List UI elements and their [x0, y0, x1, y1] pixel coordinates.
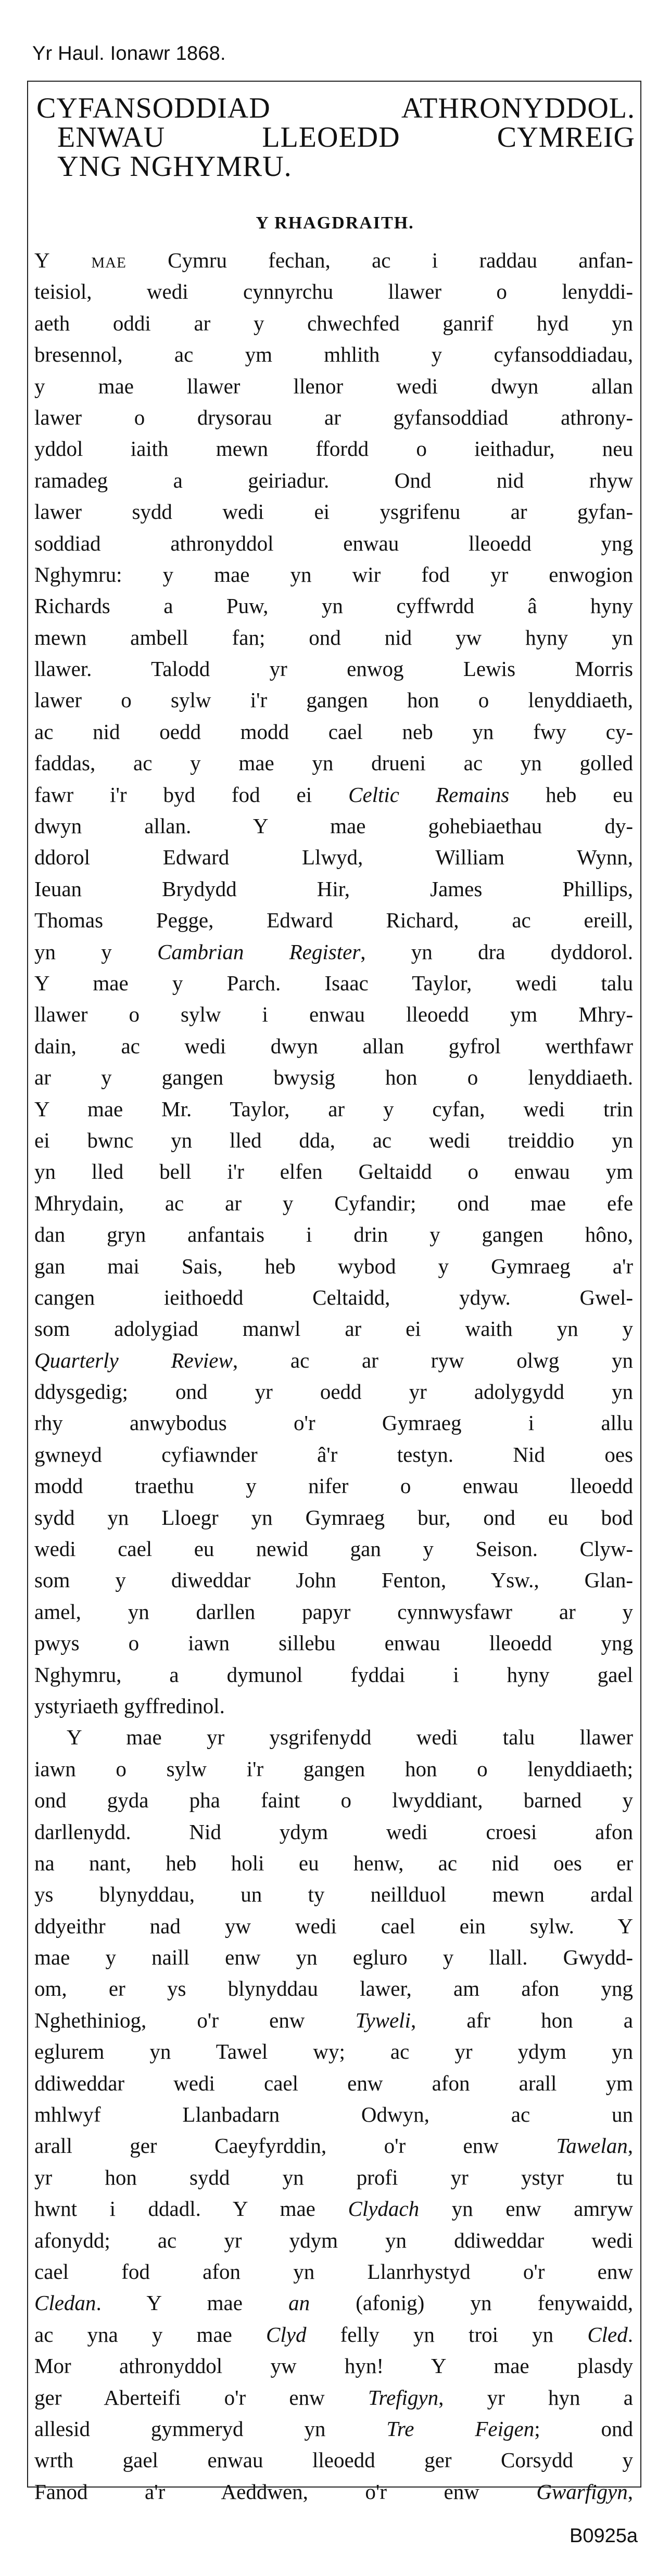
text-line: Mhrydain, ac ar y Cyfandir; ond mae efe [34, 1191, 633, 1215]
text-line: ger Aberteifi o'r enw Trefigyn, yr hyn a [34, 2385, 634, 2409]
text-line: lawer o sylw i'r gangen hon o lenyddiaeth, [34, 688, 633, 712]
text-line: ac nid oedd modd cael neb yn fwy cy- [34, 719, 633, 744]
text-line: bresennol, ac ym mhlith y cyfansoddiadau, [34, 342, 633, 367]
text-line: allesid gymmeryd yn Tre Feigen; ond [34, 2416, 633, 2441]
text-line: sydd yn Lloegr yn Gymraeg bur, ond eu bod [34, 1505, 633, 1529]
text-line: llawer. Talodd yr enwog Lewis Morris [34, 657, 633, 681]
opening-word: Y mae [34, 248, 127, 272]
text-line: ond gyda pha faint o lwyddiant, barned y [34, 1788, 633, 1813]
text-line: ystyriaeth gyffredinol. [34, 1693, 225, 1718]
text-line: Quarterly Review, ac ar ryw olwg yn [34, 1348, 633, 1372]
text-line: lawer o drysorau ar gyfansoddiad athrony- [34, 405, 633, 429]
text-line: ddysgedig; ond yr oedd yr adolygydd yn [34, 1380, 633, 1404]
text-line: yn y Cambrian Register, yn dra dyddorol. [34, 939, 634, 964]
text-line: Y mae yr ysgrifenydd wedi talu llawer [67, 1725, 633, 1750]
text-line: ramadeg a geiriadur. Ond nid rhyw [34, 468, 633, 492]
text-line: dan gryn anfantais i drin y gangen hôno, [34, 1222, 633, 1247]
text-line: arall ger Caeyfyrddin, o'r enw Tawelan, [34, 2134, 633, 2158]
text-line: Nghethiniog, o'r enw Tyweli, afr hon a [34, 2008, 634, 2032]
text-line: afonydd; ac yr ydym yn ddiweddar wedi [34, 2228, 633, 2252]
text-line: Thomas Pegge, Edward Richard, ac ereill, [34, 908, 633, 933]
text-line: soddiad athronyddol enwau lleoedd yng [34, 531, 633, 555]
text-line: pwys o iawn sillebu enwau lleoedd yng [34, 1631, 633, 1655]
archive-code: B0925a [569, 2525, 638, 2547]
text-line: wedi cael eu newid gan y Seison. Clyw- [34, 1537, 633, 1561]
text-line: Fanod a'r Aeddwen, o'r enw Gwarfigyn, [34, 2479, 633, 2504]
text-line: ac yna y mae Clyd felly yn troi yn Cled. [34, 2322, 633, 2347]
text-line: cangen ieithoedd Celtaidd, ydyw. Gwel- [34, 1285, 633, 1309]
text-line: rhy anwybodus o'r Gymraeg i allu [34, 1411, 633, 1435]
text-line: om, er ys blynyddau lawer, am afon yng [34, 1976, 633, 2001]
section-heading: Y RHAGDRAITH. [256, 213, 414, 233]
text-line: som adolygiad manwl ar ei waith yn y [34, 1317, 633, 1341]
text-line: teisiol, wedi cynnyrchu llawer o lenyddi- [34, 279, 633, 304]
text-line: Nghymru: y mae yn wir fod yr enwogion [34, 562, 633, 586]
text-line: yn lled bell i'r elfen Geltaidd o enwau ym [34, 1159, 633, 1184]
text-line: y mae llawer llenor wedi dwyn allan [34, 374, 633, 398]
text-line: som y diweddar John Fenton, Ysw., Glan- [34, 1568, 633, 1592]
text-line: wrth gael enwau lleoedd ger Corsydd y [34, 2448, 633, 2472]
text-line: faddas, ac y mae yn drueni ac yn golled [34, 751, 633, 775]
text-line: aeth oddi ar y chwechfed ganrif hyd yn [34, 311, 633, 335]
text-line: Richards a Puw, yn cyffwrdd â hyny [34, 594, 633, 618]
text-line: fawr i'r byd fod ei Celtic Remains heb eu [34, 782, 633, 807]
text-line: na nant, heb holi eu henw, ac nid oes er [34, 1851, 633, 1875]
text-line: gwneyd cyfiawnder â'r testyn. Nid oes [34, 1442, 633, 1466]
article-body [34, 245, 633, 2507]
article-headline [36, 94, 635, 181]
text-line: darllenydd. Nid ydym wedi croesi afon [34, 1819, 633, 1844]
text-line: ys blynyddau, un ty neillduol mewn ardal [34, 1882, 633, 1907]
text-line: eglurem yn Tawel wy; ac yr ydym yn [34, 2039, 633, 2064]
text-line: ar y gangen bwysig hon o lenyddiaeth. [34, 1065, 633, 1090]
text-line: Cledan. Y mae an (afonig) yn fenywaidd, [34, 2291, 633, 2315]
text-line: dwyn allan. Y mae gohebiaethau dy- [34, 814, 633, 838]
text-line: ddyeithr nad yw wedi cael ein sylw. Y [34, 1914, 633, 1938]
text-line: yr hon sydd yn profi yr ystyr tu [34, 2165, 633, 2189]
text-line: Mor athronyddol yw hyn! Y mae plasdy [34, 2354, 633, 2378]
text-line: Nghymru, a dymunol fyddai i hyny gael [34, 1662, 633, 1687]
text-line: amel, yn darllen papyr cynnwysfawr ar y [34, 1599, 633, 1624]
text-line: llawer o sylw i enwau lleoedd ym Mhry- [34, 1002, 633, 1027]
text-line: cael fod afon yn Llanrhystyd o'r enw [34, 2260, 633, 2284]
headline-line-2: ENWAU LLEOEDD CYMREIG [57, 121, 635, 154]
text-line: mewn ambell fan; ond nid yw hyny yn [34, 625, 633, 649]
source-caption: Yr Haul. Ionawr 1868. [32, 43, 226, 65]
headline-line-3: YNG NGHYMRU. [57, 150, 292, 183]
text-line: Y mae Cymru fechan, ac i raddau anfan- [34, 248, 633, 272]
text-line: iawn o sylw i'r gangen hon o lenyddiaeth; [34, 1756, 633, 1781]
text-line: ddorol Edward Llwyd, William Wynn, [34, 845, 633, 870]
text-line: ei bwnc yn lled dda, ac wedi treiddio yn [34, 1128, 633, 1152]
text-line: dain, ac wedi dwyn allan gyfrol werthfawr [34, 1034, 633, 1058]
text-line: Y mae Mr. Taylor, ar y cyfan, wedi trin [34, 1096, 633, 1121]
text-line: yddol iaith mewn ffordd o ieithadur, neu [34, 437, 633, 461]
headline-line-1: CYFANSODDIAD ATHRONYDDOL. [36, 92, 635, 124]
text-line: lawer sydd wedi ei ysgrifenu ar gyfan- [34, 500, 633, 524]
text-line: gan mai Sais, heb wybod y Gymraeg a'r [34, 1254, 633, 1278]
text-line: mae y naill enw yn egluro y llall. Gwydd- [34, 1945, 633, 1970]
text-line: Ieuan Brydydd Hir, James Phillips, [34, 876, 633, 901]
text-line: Y mae y Parch. Isaac Taylor, wedi talu [34, 971, 633, 995]
text-line: modd traethu y nifer o enwau lleoedd [34, 1474, 633, 1498]
text-line: hwnt i ddadl. Y mae Clydach yn enw amryw [34, 2197, 633, 2221]
text-line: ddiweddar wedi cael enw afon arall ym [34, 2071, 633, 2095]
text-line: mhlwyf Llanbadarn Odwyn, ac un [34, 2102, 633, 2127]
